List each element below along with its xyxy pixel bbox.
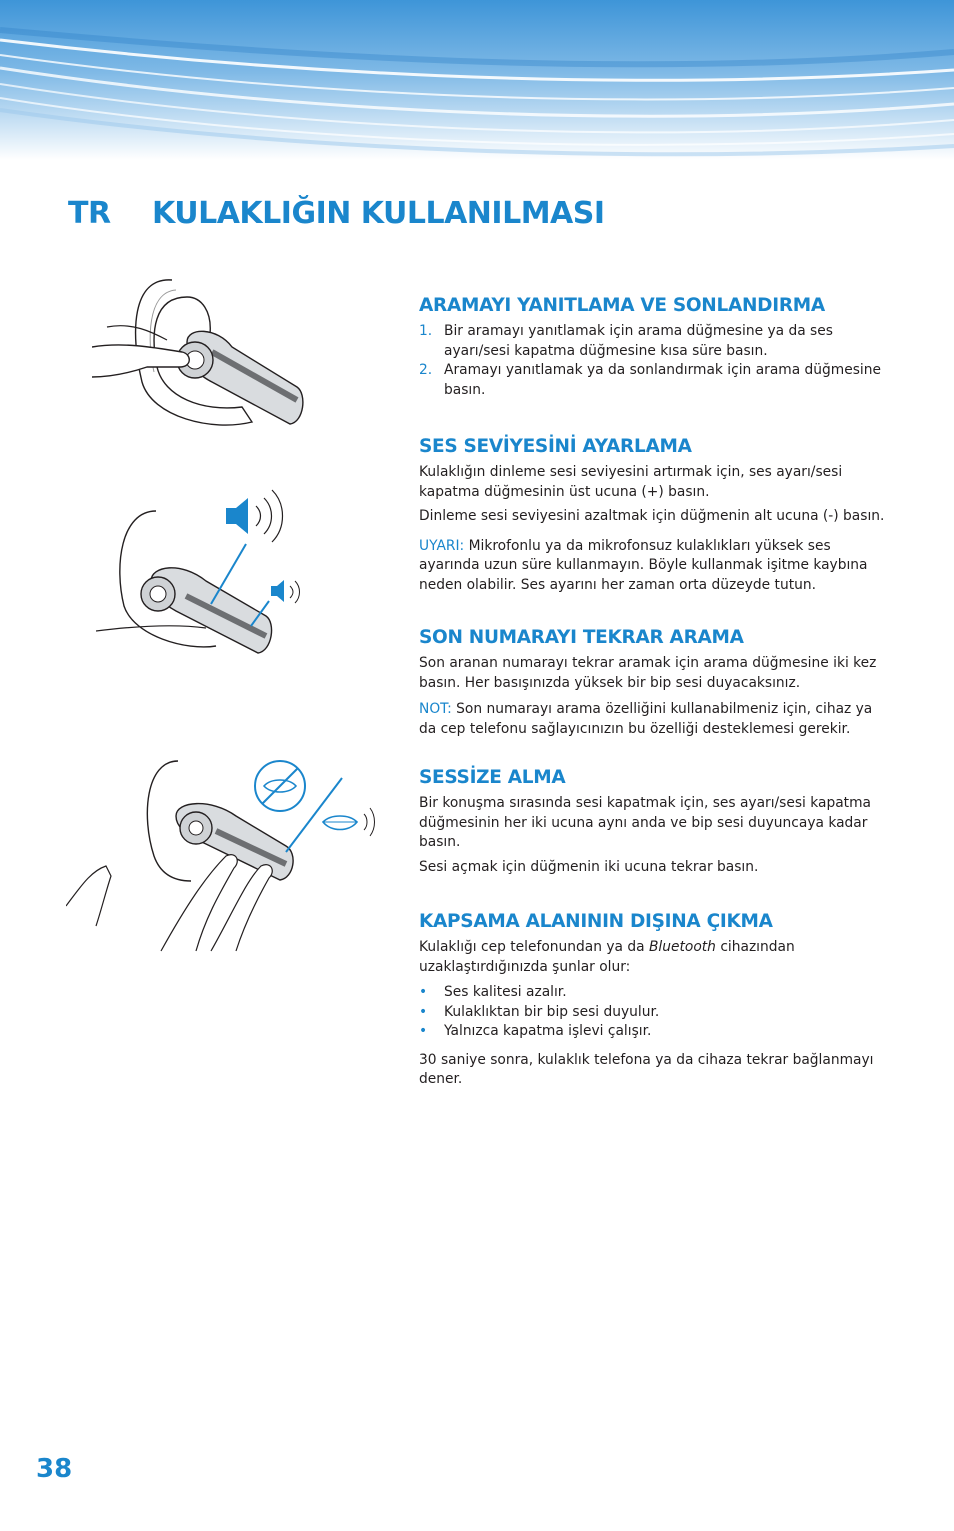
paragraph [419,938,889,977]
text-run-italic: Bluetooth [648,939,716,955]
step-number: 1. [419,323,433,339]
section-out-of-range [419,911,889,1090]
section-mute [419,767,889,877]
answer-call-illustration [92,272,312,437]
paragraph: 30 saniye sonra, kulaklık telefona ya da cihaza tekrar bağlanmayı dener. [419,1051,874,1087]
paragraph: Bir konuşma sırasında sesi kapatmak için, ses ayarı/sesi kapatma düğmesinin her iki ucuna aynı anda ve bip sesi duyuncaya kadar basın. [419,795,871,850]
step-text: Aramayı yanıtlamak ya da sonlandırmak için arama düğmesine basın. [444,362,881,398]
page-title: KULAKLIĞIN KULLANILMASI [152,196,605,231]
muted-lips-icon [255,761,305,811]
section-heading: SES SEVİYESİNİ AYARLAMA [419,436,692,457]
title-row [68,196,605,231]
headset-body [176,804,293,880]
warning-label: UYARI: [419,537,465,554]
paragraph: Son aranan numarayı tekrar aramak için arama düğmesine iki kez basın. Her basışınızda yüksek bir bip sesi duyacaksınız. [419,655,877,691]
section-heading: SON NUMARAYI TEKRAR ARAMA [419,627,744,648]
steps-list [419,322,889,400]
section-heading: ARAMAYI YANITLAMA VE SONLANDIRMA [419,295,825,316]
section-redial [419,627,889,739]
list-item [419,361,889,400]
section-volume [419,436,889,595]
paragraph: Sesi açmak için düğmenin iki ucuna tekrar basın. [419,858,759,875]
list-item [419,1003,889,1023]
bullet-list [419,983,889,1042]
list-item [419,322,889,361]
bullet-text: Ses kalitesi azalır. [444,984,567,1000]
bullet-text: Yalnızca kapatma işlevi çalışır. [444,1023,652,1039]
section-heading: SESSİZE ALMA [419,767,566,788]
note-label: NOT: [419,701,452,717]
warning-paragraph [419,537,889,596]
instructions-column [419,295,889,1095]
speaker-loud-icon [226,490,283,542]
step-number: 2. [419,362,433,378]
note-paragraph [419,700,889,739]
volume-illustration [96,486,308,666]
paragraph: Kulaklığın dinleme sesi seviyesini artırmak için, ses ayarı/sesi kapatma düğmesinin üst ucuna (+) basın. [419,464,843,500]
step-text: Bir aramayı yanıtlamak için arama düğmesine ya da ses ayarı/sesi kapatma düğmesine kısa süre basın. [444,323,833,359]
text-run: Kulaklığı cep telefonundan ya da [419,939,649,955]
warning-text: Mikrofonlu ya da mikrofonsuz kulaklıkları yüksek ses ayarında uzun süre kullanmayın. Böyle kullanmak işitme kaybına neden olabilir. Ses ayarını her zaman orta düzeyde tutun. [419,537,868,593]
mute-illustration [66,756,386,956]
language-code: TR [68,196,111,231]
bullet-icon: • [419,1003,428,1020]
paragraph: Dinleme sesi seviyesini azaltmak için düğmenin alt ucuna (-) basın. [419,508,885,524]
section-answer-end-call [419,295,889,400]
bullet-text: Kulaklıktan bir bip sesi duyulur. [444,1003,660,1020]
bullet-icon: • [419,1023,428,1039]
list-item [419,983,889,1003]
lips-icon [323,808,375,836]
list-item [419,1022,889,1042]
bullet-icon: • [419,984,428,1000]
speaker-soft-icon [271,580,300,603]
header-banner [0,0,954,160]
page-number: 38 [36,1454,73,1484]
note-text: Son numarayı arama özelliğini kullanabilmeniz için, cihaz ya da cep telefonu sağlayıcınızın bu özelliği desteklemesi gerekir. [419,701,873,737]
section-heading: KAPSAMA ALANININ DIŞINA ÇIKMA [419,911,773,932]
text-run: cihazından uzaklaştırdığınızda şunlar olur: [419,939,795,975]
